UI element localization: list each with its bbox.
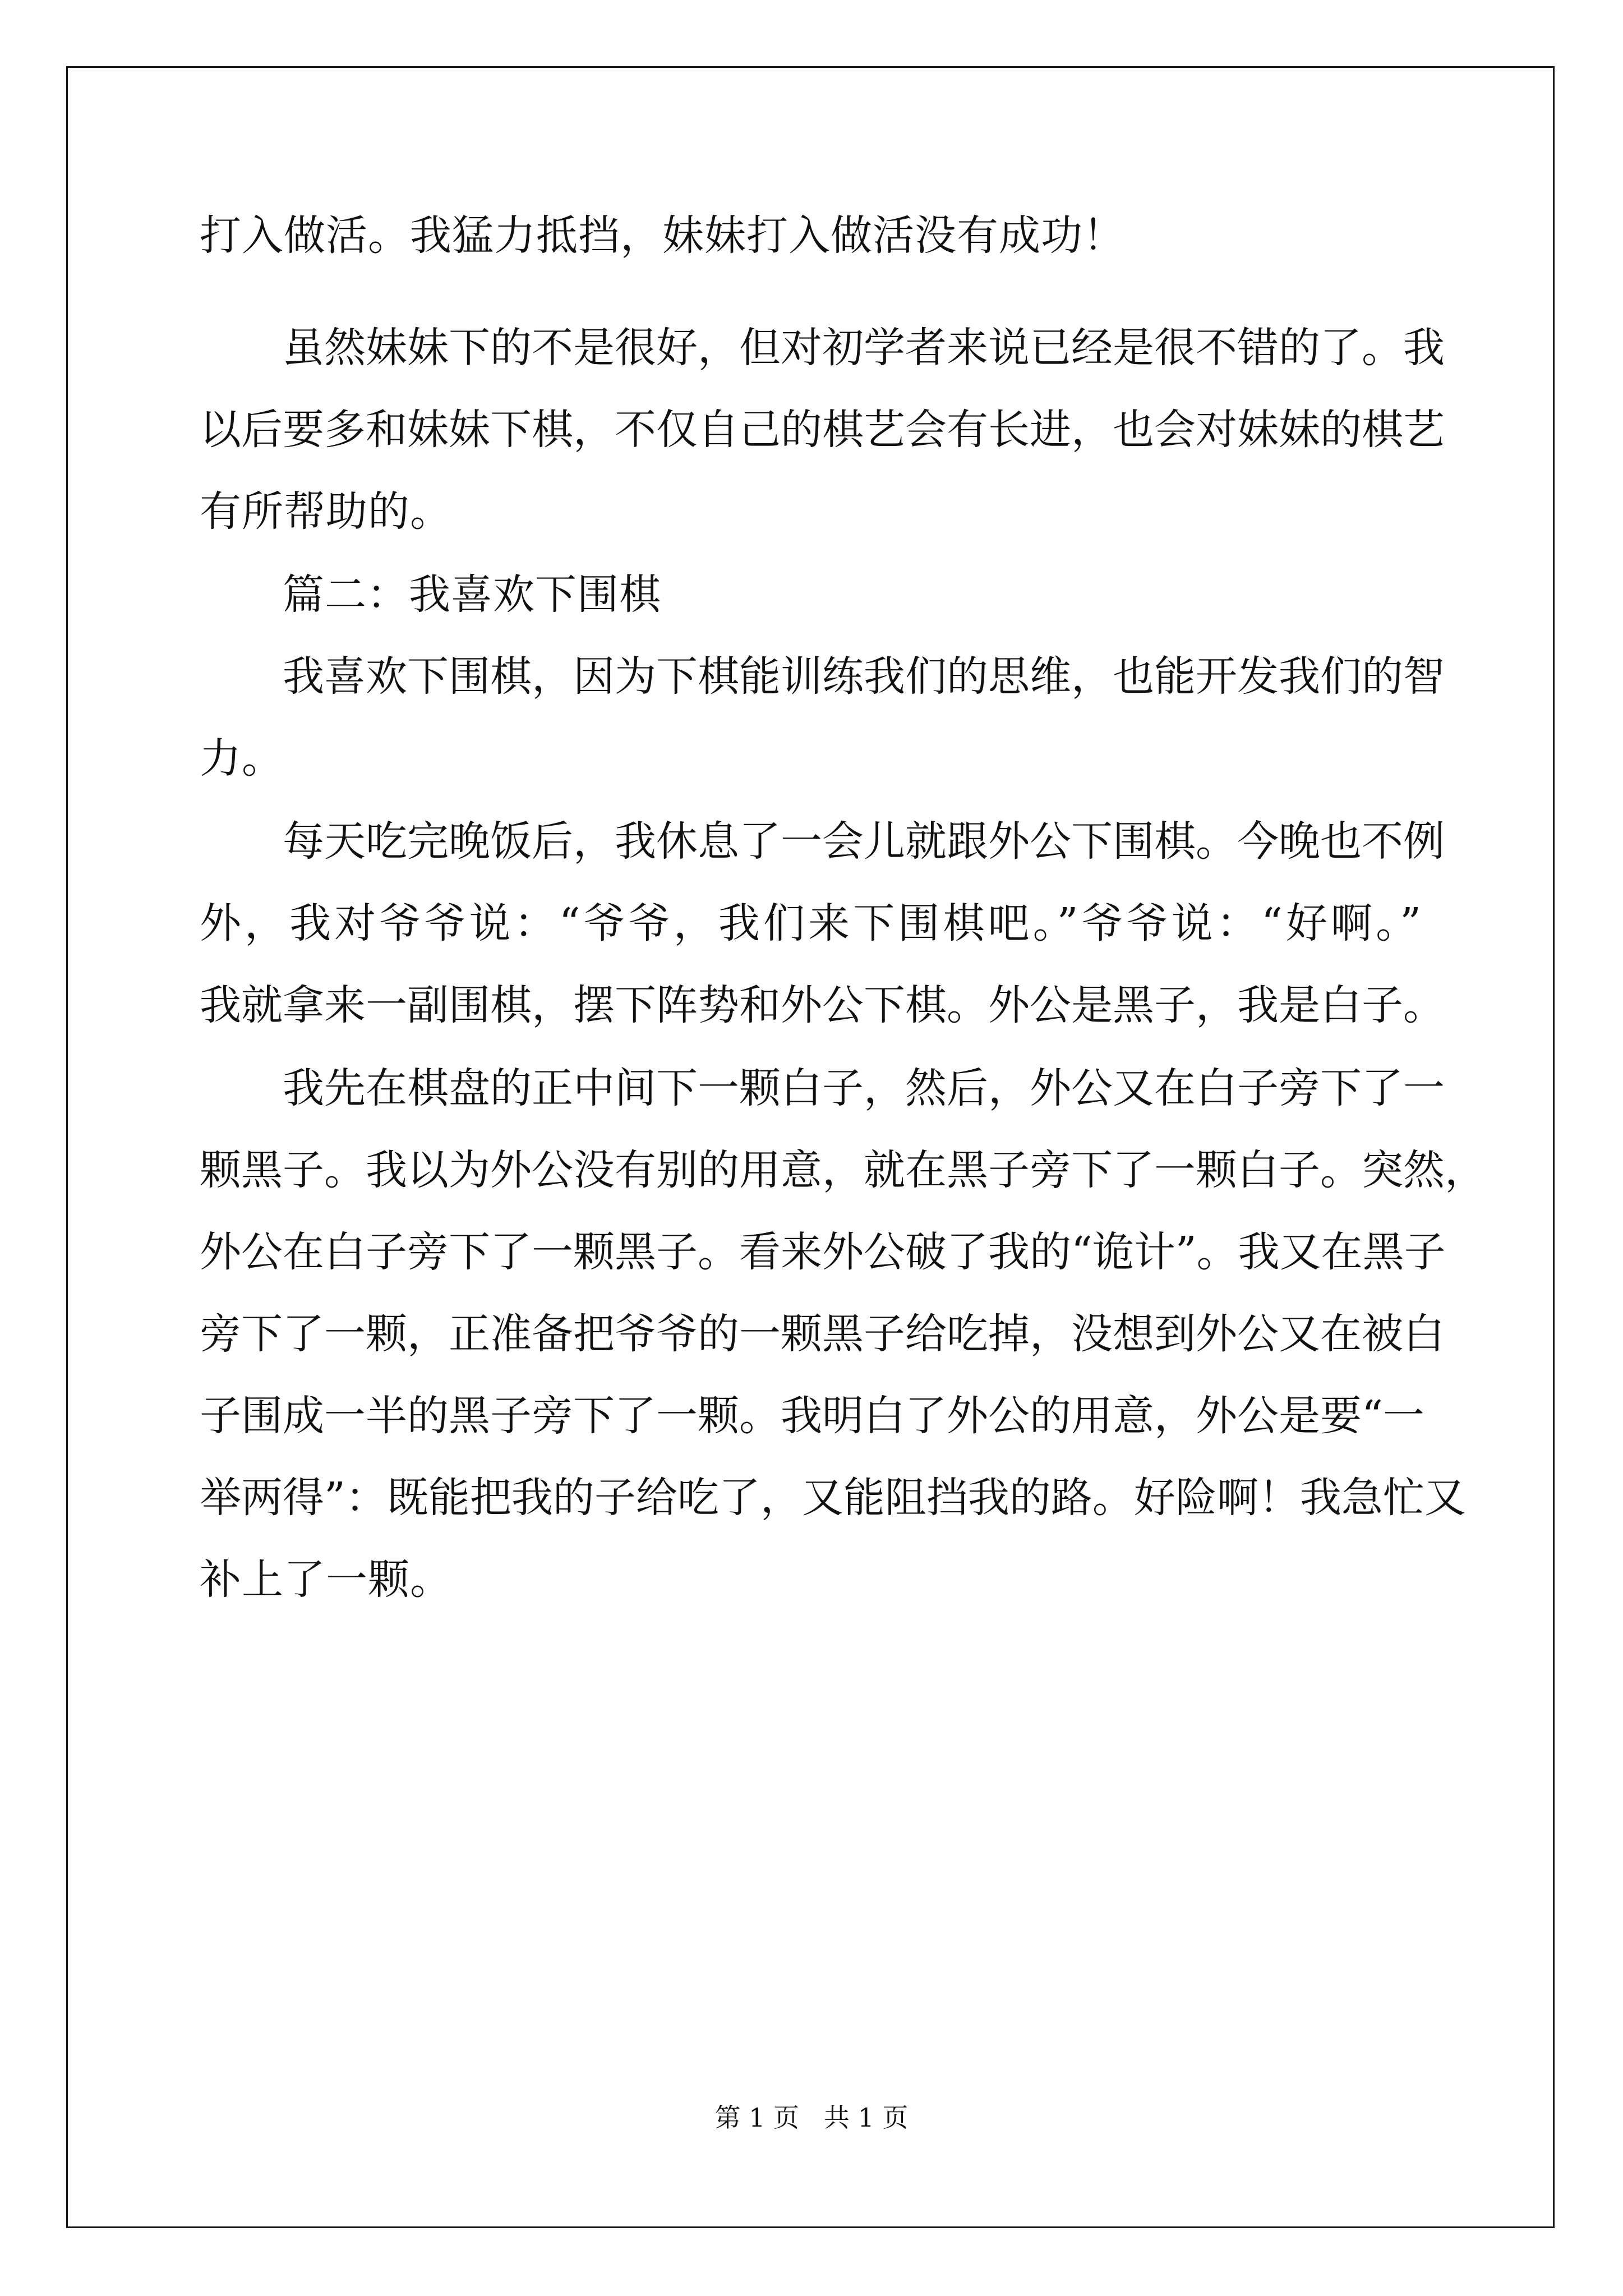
section-heading: 篇二：我喜欢下围棋 — [283, 570, 661, 619]
text-line: 力。 — [200, 734, 284, 783]
page-number-footer: 第 1 页 共 1 页 — [714, 2102, 909, 2133]
text-line: 补上了一颗。 — [200, 1556, 452, 1604]
text-line: 举两得”：既能把我的子给吃了，又能阻挡我的路。好险啊！我急忙又 — [200, 1474, 1466, 1522]
paragraph-first-line: 我喜欢下围棋，因为下棋能训练我们的思维，也能开发我们的智 — [283, 652, 1445, 701]
text-line: 子围成一半的黑子旁下了一颗。我明白了外公的用意，外公是要“一 — [200, 1392, 1424, 1440]
text-line: 旁下了一颗，正准备把爷爷的一颗黑子给吃掉，没想到外公又在被白 — [200, 1310, 1445, 1358]
text-line: 外，我对爷爷说：“爷爷，我们来下围棋吧。”爷爷说：“好啊。” — [200, 899, 1421, 947]
text-line: 打入做活。我猛力抵挡，妹妹打入做活没有成功！ — [200, 211, 1125, 260]
paragraph-first-line: 虽然妹妹下的不是很好，但对初学者来说已经是很不错的了。我 — [283, 324, 1445, 372]
text-line: 以后要多和妹妹下棋，不仅自己的棋艺会有长进，也会对妹妹的棋艺 — [200, 406, 1445, 454]
paragraph-first-line: 每天吃完晚饭后，我休息了一会儿就跟外公下围棋。今晚也不例 — [283, 817, 1445, 866]
text-line: 外公在白子旁下了一颗黑子。看来外公破了我的“诡计”。我又在黑子 — [200, 1228, 1446, 1276]
text-line: 我就拿来一副围棋，摆下阵势和外公下棋。外公是黑子，我是白子。 — [200, 981, 1445, 1029]
text-line: 颗黑子。我以为外公没有别的用意，就在黑子旁下了一颗白子。突然， — [200, 1146, 1486, 1194]
text-line: 有所帮助的。 — [200, 487, 452, 536]
paragraph-first-line: 我先在棋盘的正中间下一颗白子，然后，外公又在白子旁下了一 — [283, 1064, 1445, 1112]
